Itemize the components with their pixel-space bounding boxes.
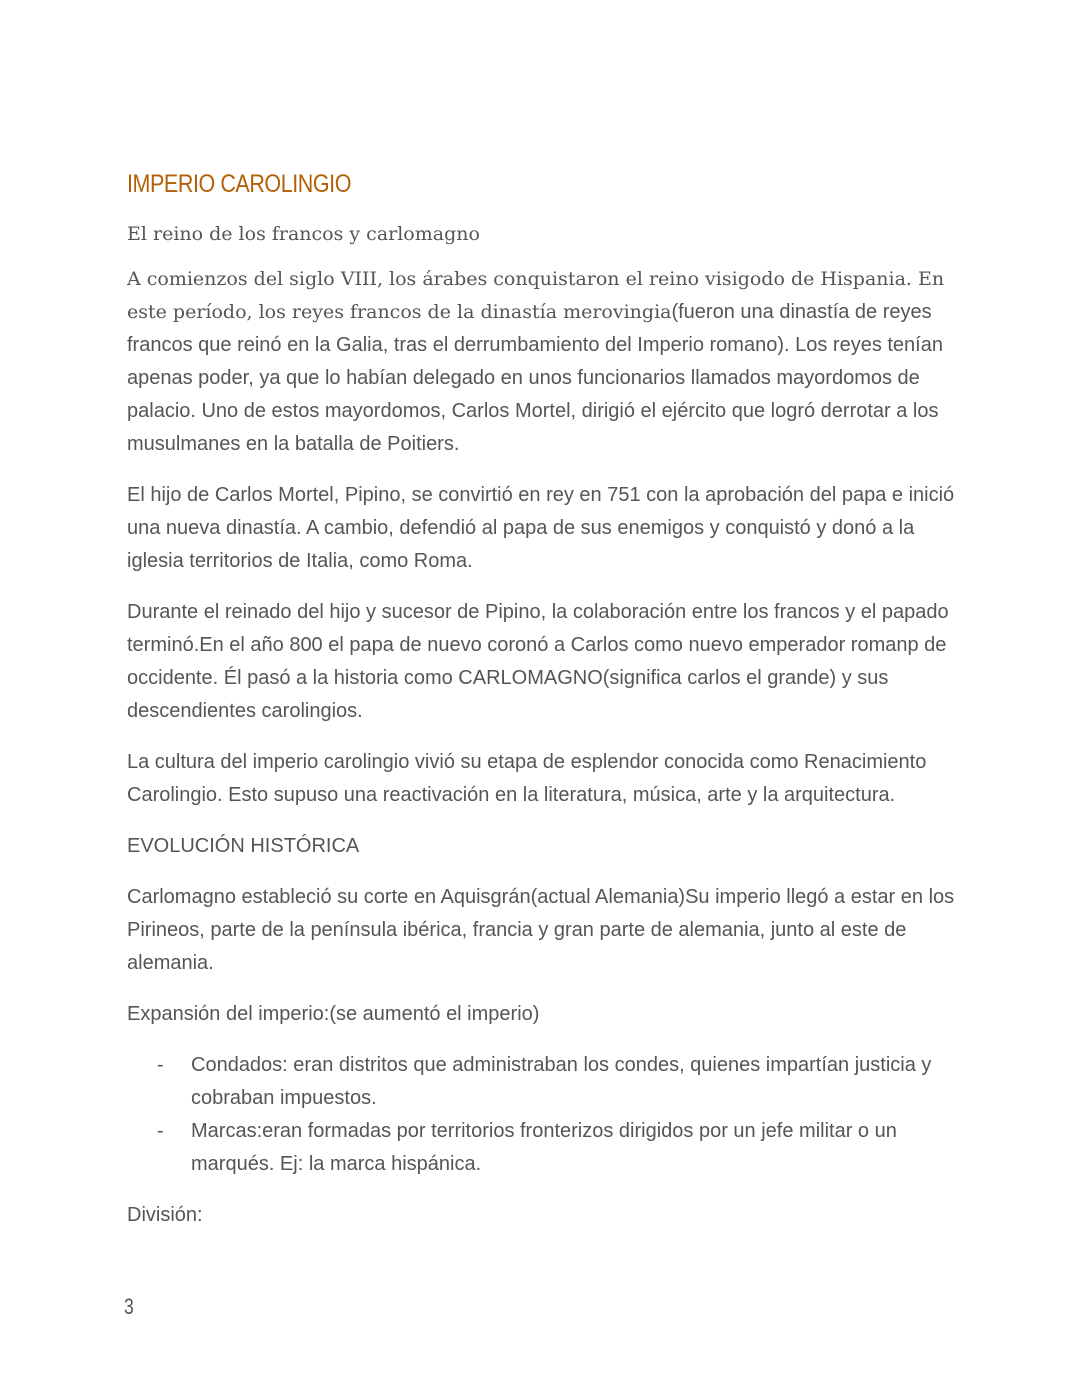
division-label: División: — [127, 1204, 203, 1226]
paragraph-4: La cultura del imperio carolingio vivió su etapa de esplendor conocida como Renacimiento Carolingio. Esto supuso una reactivación en la literatura, música, arte y la arquitectura. — [127, 751, 927, 806]
paragraph-1 — [127, 263, 957, 461]
expansion-list — [127, 1049, 957, 1181]
list-item — [157, 1049, 957, 1115]
section-heading-evolucion: EVOLUCIÓN HISTÓRICA — [127, 835, 360, 857]
expansion-intro: Expansión del imperio:(se aumentó el imperio) — [127, 1003, 540, 1025]
paragraph-1-rest: (fueron una dinastía de reyes francos que reinó en la Galia, tras el derrumbamiento del Imperio romano). Los reyes tenían apenas poder, ya que lo habían delegado en unos funcionarios llamados mayordomos de palacio. Uno de estos mayordomos, Carlos Mortel, dirigió el ejército que logró derrotar a los musulmanes en la batalla de Poitiers. — [127, 301, 943, 455]
paragraph-5: Carlomagno estableció su corte en Aquisgrán(actual Alemania)Su imperio llegó a estar en los Pirineos, parte de la península ibérica, francia y gran parte de alemania, junto al este de alemania. — [127, 886, 955, 974]
list-item-text: Condados: eran distritos que administraban los condes, quienes impartían justicia y cobraban impuestos. — [191, 1054, 932, 1109]
list-item-text: Marcas:eran formadas por territorios fronterizos dirigidos por un jefe militar o un marqués. Ej: la marca hispánica. — [191, 1120, 897, 1175]
list-bullet: - — [157, 1054, 164, 1076]
paragraph-3: Durante el reinado del hijo y sucesor de Pipino, la colaboración entre los francos y el papado terminó.En el año 800 el papa de nuevo coronó a Carlos como nuevo emperador romanp de occidente. Él pasó a la historia como CARLOMAGNO(significa carlos el grande) y sus descendientes carolingios. — [127, 601, 949, 722]
paragraph-1-serif-part: A comienzos del siglo VIII, los árabes conquistaron el reino visigodo de Hispania. En este período, los reyes francos de la dinastía merovingia — [127, 268, 945, 323]
list-bullet: - — [157, 1120, 164, 1142]
page-number: 3 — [124, 1294, 134, 1319]
page-subtitle: El reino de los francos y carlomagno — [127, 223, 480, 245]
document-body — [127, 168, 957, 1250]
list-item — [157, 1115, 957, 1181]
paragraph-2: El hijo de Carlos Mortel, Pipino, se convirtió en rey en 751 con la aprobación del papa e inició una nueva dinastía. A cambio, defendió al papa de sus enemigos y conquistó y donó a la iglesia territorios de Italia, como Roma. — [127, 484, 955, 572]
page-title: IMPERIO CAROLINGIO — [127, 170, 352, 198]
